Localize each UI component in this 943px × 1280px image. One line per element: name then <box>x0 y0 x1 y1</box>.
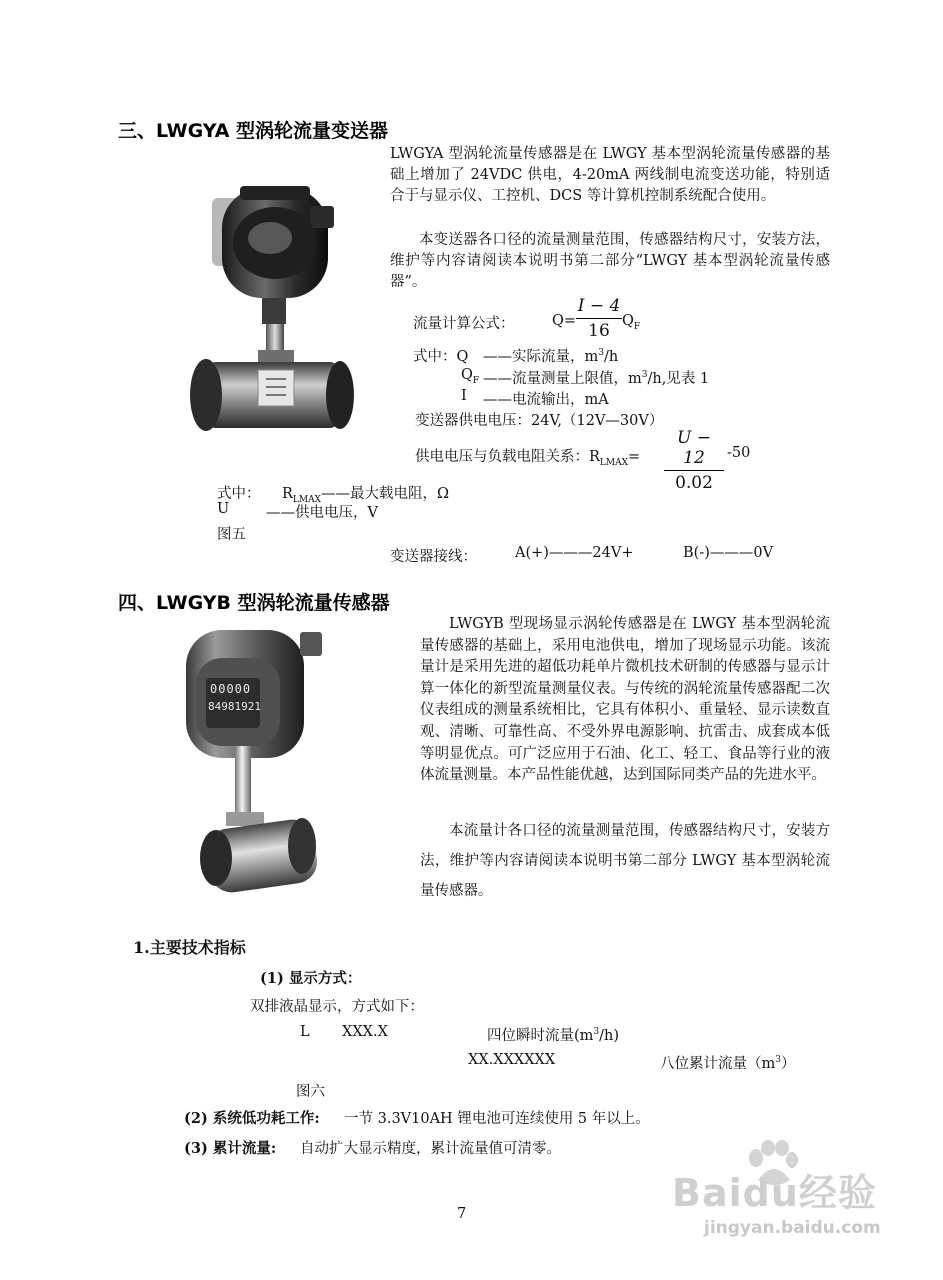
specs-item-3-desc: 自动扩大显示精度，累计流量值可清零。 <box>300 1141 561 1157</box>
section-4-heading: 四、LWGYB 型涡轮流量传感器 <box>118 592 390 614</box>
formula-fraction <box>576 296 622 341</box>
specs-item-3-title: (3) 累计流量: <box>184 1140 277 1157</box>
wiring-b: B(-)———0V <box>683 545 774 561</box>
display-row-1-format: XXX.X <box>342 1024 388 1040</box>
where-qf-desc: ——流量测量上限值，$m^3/h$,见表 1 <box>483 370 710 387</box>
load-denominator: 0.02 <box>675 473 713 493</box>
specs-item-1-title: (1) 显示方式： <box>260 970 362 987</box>
figure-6-caption: 图六 <box>296 1084 325 1100</box>
display-row-2-format: XX.XXXXXX <box>468 1052 556 1068</box>
load-numerator: U − 12 <box>677 428 711 468</box>
watermark-url: jingyan.baidu.com <box>704 1218 881 1238</box>
section-3-intro-p2: 本变送器各口径的流量测量范围，传感器结构尺寸，安装方法，维护等内容请阅读本说明书第二部分“LWGY 基本型涡轮流量传感器”。 <box>390 232 830 290</box>
section-3-heading: 三、LWGYA 型涡轮流量变送器 <box>118 120 389 142</box>
formula-label: 流量计算公式： <box>413 316 515 332</box>
where2-u: U <box>217 501 230 517</box>
where-qf: $Q_F$ <box>461 367 480 386</box>
display-row-2-desc: 八位累计流量$(m^3)$ <box>660 1055 796 1072</box>
lcd-line-1: 00000 <box>210 682 252 696</box>
lwgya-transmitter-image <box>170 158 370 448</box>
where2-label: 式中： <box>217 486 261 502</box>
specs-item-1-desc: 双排液晶显示，方式如下： <box>250 999 424 1015</box>
watermark-brand: Baidu经验 <box>672 1171 877 1215</box>
formula-q: Q= <box>552 313 577 329</box>
section-4-intro-p1: LWGYB 型现场显示涡轮传感器是在 LWGY 基本型涡轮流量传感器的基础上，采用电池供电，增加了现场显示功能。该流量计是采用先进的超低功耗单片微机技术研制的传感器与显示计算一体化的新型流量测量仪表。与传统的涡轮流量传感器配二次仪表组成的测量系统相比，它具有体积小、重量轻、显示读数直观、清晰、可靠性高、不受外界电源影响、抗雷击、成套成本低等明显优点。可广泛应用于石油、化工、轻工、食品等行业的液体流量测量。本产品性能优越，达到国际同类产品的先进水平。 <box>420 616 830 784</box>
load-formula-label: 供电电压与负载电阻关系：$R_{LMAX}=$ <box>415 449 641 468</box>
section-3-intro-p1: LWGYA 型涡轮流量传感器是在 LWGY 基本型涡轮流量传感器的基础上增加了 24VDC 供电，4-20mA 两线制电流变送功能，特别适合于与显示仪、工控机、DCS 等计算机控制系统配合使用。 <box>390 146 830 204</box>
where-q-desc: ——实际流量，$m^3/h$ <box>483 348 619 365</box>
specs-item-2-desc: 一节 3.3V10AH 锂电池可连续使用 5 年以上。 <box>344 1111 650 1127</box>
where2-u-desc: ——供电电压，V <box>266 505 378 521</box>
formula-denominator: 16 <box>588 321 610 341</box>
specs-item-2-title: (2) 系统低功耗工作: <box>184 1110 320 1127</box>
load-fraction <box>664 428 724 493</box>
supply-voltage: 变送器供电电压：24V,（12V—30V） <box>415 413 664 429</box>
wiring-label: 变送器接线： <box>390 549 477 565</box>
display-row-1-desc: 四位瞬时流量$(m^3/h)$ <box>487 1027 620 1044</box>
lwgyb-sensor-image <box>180 620 330 910</box>
section-4-intro-p2: 本流量计各口径的流量测量范围，传感器结构尺寸，安装方法，维护等内容请阅读本说明书第二部分 LWGY 基本型涡轮流量传感器。 <box>420 823 830 899</box>
where2-r: $R_{LMAX}——$最大载电阻，Ω <box>282 486 450 505</box>
where-i-desc: ——电流输出，mA <box>483 392 609 408</box>
figure-5-caption: 图五 <box>217 527 246 543</box>
formula-qf: $Q_F$ <box>622 313 641 332</box>
load-formula-tail: -50 <box>727 445 751 461</box>
display-row-1-label: L <box>300 1024 310 1040</box>
where-q: 式中：Q <box>413 349 469 365</box>
formula-numerator: I − 4 <box>577 296 621 316</box>
wiring-a: A(+)———24V+ <box>515 545 634 561</box>
specs-heading: 1.主要技术指标 <box>133 938 246 957</box>
where-i: I <box>461 388 467 404</box>
lcd-line-2: 84981921 <box>208 700 261 713</box>
page-number: 7 <box>457 1206 467 1222</box>
